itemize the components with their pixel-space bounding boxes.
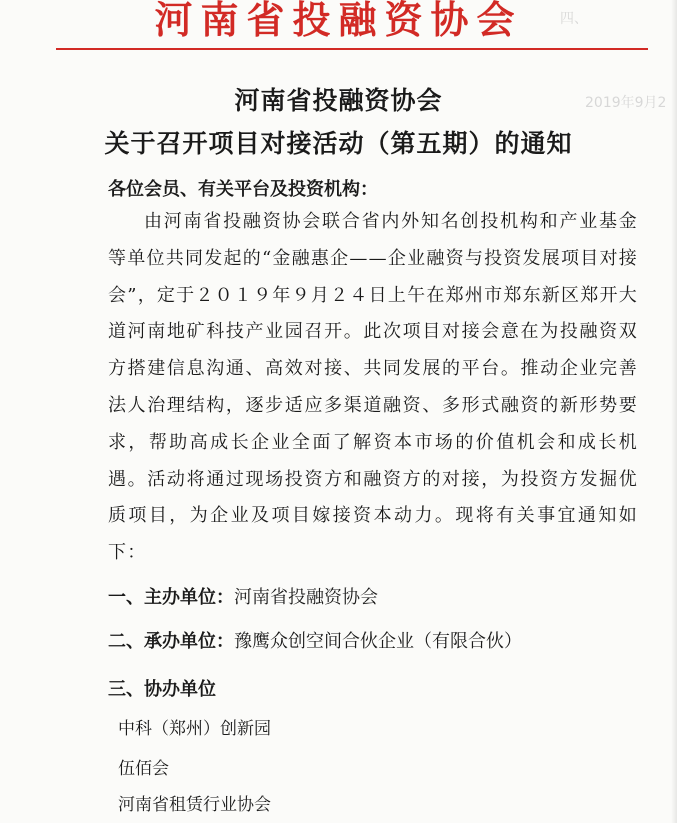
section-host-value: 河南省投融资协会 xyxy=(234,587,378,608)
bleed-through-date: 2019年9月2 xyxy=(585,95,667,111)
scan-edge-shadow xyxy=(671,0,677,823)
letterhead-org-name: 河南省投融资协会 xyxy=(154,0,523,42)
notice-title-line2: 关于召开项目对接活动（第五期）的通知 xyxy=(104,129,573,158)
co-organizer-item: 河南省租赁行业协会 xyxy=(118,795,271,815)
section-co-organizers-label: 三、协办单位 xyxy=(108,679,216,700)
notice-title-line1: 河南省投融资协会 xyxy=(234,86,443,115)
section-co-organizers xyxy=(108,676,216,704)
salutation: 各位会员、有关平台及投资机构： xyxy=(108,179,378,200)
section-organizer-value: 豫鹰众创空间合伙企业（有限合伙） xyxy=(234,631,522,652)
section-host xyxy=(108,584,378,612)
section-organizer-label: 二、承办单位： xyxy=(108,631,234,652)
co-organizer-item: 中科（郑州）创新园 xyxy=(118,719,271,739)
body-paragraph: 由河南省投融资协会联合省内外知名创投机构和产业基金等单位共同发起的“金融惠企——企业融资与投资发展项目对接会”，定于２０１９年９月２４日上午在郑州市郑东新区郑开大道河南地矿科技产业园召开。此次项目对接会意在为投融资双方搭建信息沟通、高效对接、共同发展的平台。推动企业完善法人治理结构，逐步适应多渠道融资、多形式融资的新形势要求，帮助高成长企业全面了解资本市场的价值机会和成长机遇。活动将通过现场投资方和融资方的对接，为投资方发掘优质项目，为企业及项目嫁接资本动力。现将有关事宜通知如下： xyxy=(108,211,638,564)
co-organizer-item: 伍佰会 xyxy=(118,759,169,779)
letterhead-rule xyxy=(56,48,648,50)
bleed-through-text: 四、 xyxy=(560,11,588,27)
section-organizer xyxy=(108,628,522,656)
section-host-label: 一、主办单位： xyxy=(108,587,234,608)
